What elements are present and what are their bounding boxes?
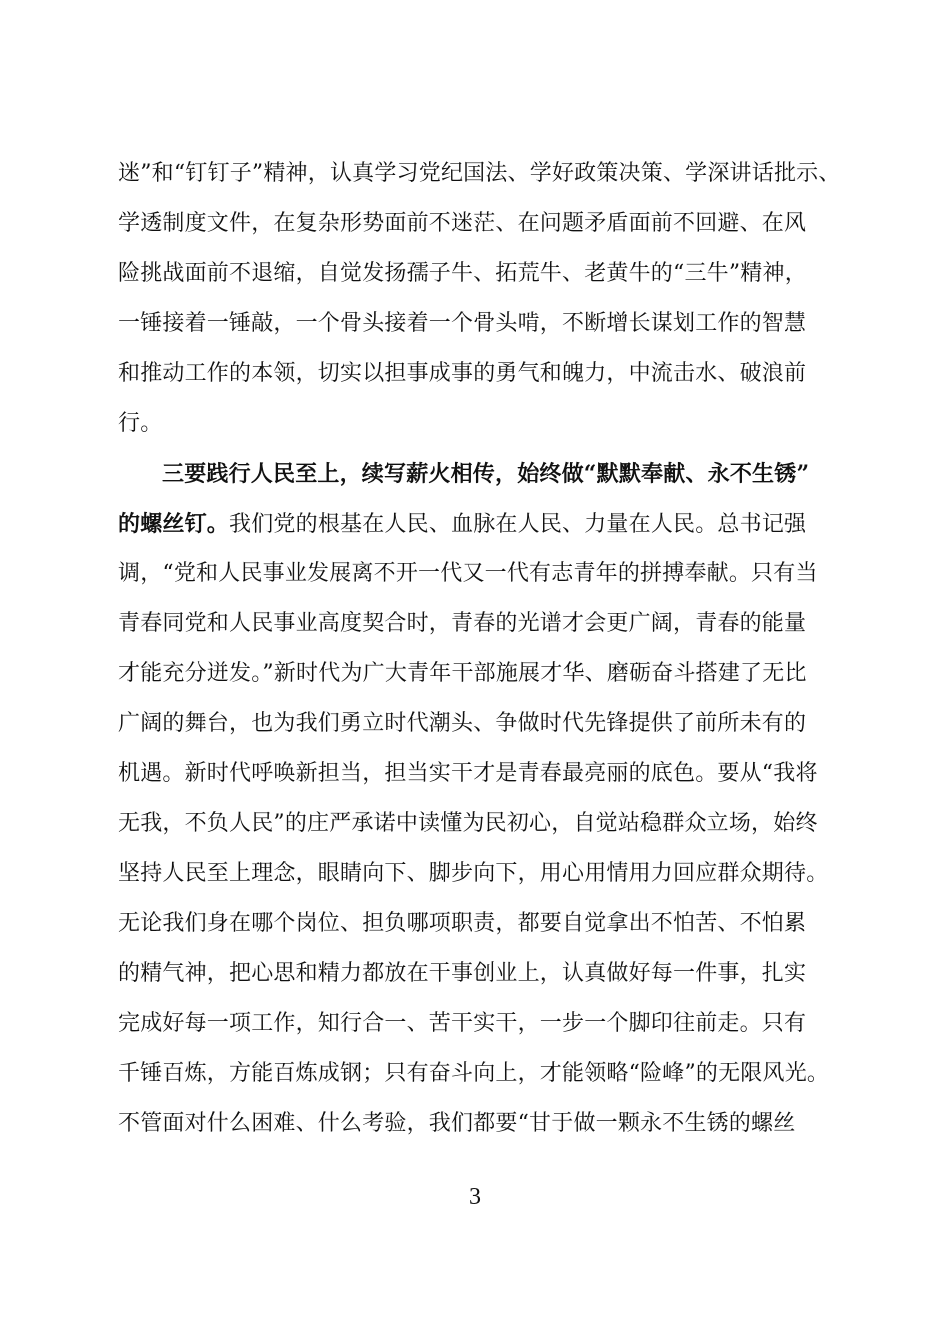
body-text [118,149,841,1149]
text-line: 无我，不负人民”的庄严承诺中读懂为民初心，自觉站稳群众立场，始终 [118,811,818,836]
text-line: 坚持人民至上理念，眼睛向下、脚步向下，用心用情用力回应群众期待。 [118,861,829,886]
text-line: 行。 [118,411,163,436]
text-span: 我们党的根基在人民、血脉在人民、力量在人民。总书记强 [229,512,807,537]
text-line: 无论我们身在哪个岗位、担负哪项职责，都要自觉拿出不怕苦、不怕累 [118,911,807,936]
text-line: 青春同党和人民事业高度契合时，青春的光谱才会更广阔，青春的能量 [118,611,807,636]
text-line: 机遇。新时代呼唤新担当，担当实干才是青春最亮丽的底色。要从“我将 [118,761,818,786]
section-heading-end: 的螺丝钉。 [118,511,230,537]
text-line: 学透制度文件，在复杂形势面前不迷茫、在问题矛盾面前不回避、在风 [118,211,807,236]
text-line: 的精气神，把心思和精力都放在干事创业上，认真做好每一件事，扎实 [118,961,807,986]
text-line: 不管面对什么困难、什么考验，我们都要“甘于做一颗永不生锈的螺丝 [118,1111,796,1136]
text-line: 迷”和“钉钉子”精神，认真学习党纪国法、学好政策决策、学深讲话批示、 [118,161,841,186]
text-line: 广阔的舞台，也为我们勇立时代潮头、争做时代先锋提供了前所未有的 [118,711,807,736]
page-number: 3 [469,1184,481,1210]
section-heading-line: 三要践行人民至上，续写薪火相传，始终做“默默奉献、永不生锈” [162,461,810,487]
text-line: 千锤百炼，方能百炼成钢；只有奋斗向上，才能领略“险峰”的无限风光。 [118,1061,830,1086]
text-line [118,499,838,549]
text-line: 完成好每一项工作，知行合一、苦干实干，一步一个脚印往前走。只有 [118,1011,807,1036]
text-line: 和推动工作的本领，切实以担事成事的勇气和魄力，中流击水、破浪前 [118,361,807,386]
text-line: 才能充分迸发。”新时代为广大青年干部施展才华、磨砺奋斗搭建了无比 [118,661,807,686]
text-line: 一锤接着一锤敲，一个骨头接着一个骨头啃，不断增长谋划工作的智慧 [118,311,807,336]
text-line: 险挑战面前不退缩，自觉发扬孺子牛、拓荒牛、老黄牛的“三牛”精神， [118,261,807,286]
text-line: 调，“党和人民事业发展离不开一代又一代有志青年的拼搏奉献。只有当 [118,561,818,586]
